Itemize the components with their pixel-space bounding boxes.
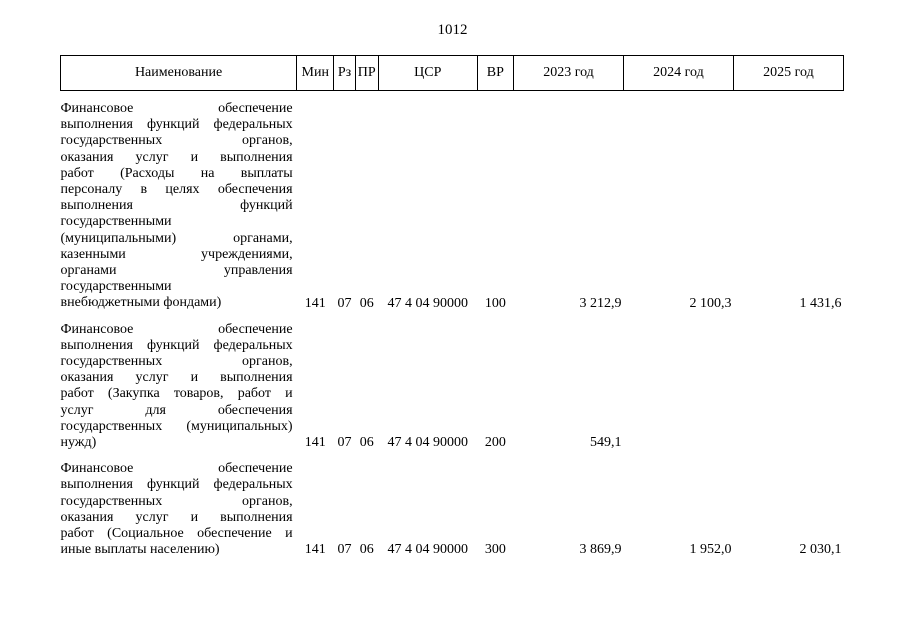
row-min: 141 <box>304 435 326 451</box>
row-name-line: Финансовое обеспечение <box>60 461 293 477</box>
row-pr: 06 <box>359 295 374 311</box>
row-name-line: работ (Социальное обеспечение и <box>60 526 293 542</box>
row-name-line: работ (Закупка товаров, работ и <box>60 386 293 402</box>
row-value-2024: 2 100,3 <box>689 295 732 311</box>
page-number: 1012 <box>437 22 468 38</box>
row-value-2024 <box>623 312 733 452</box>
header-row <box>61 56 844 91</box>
col-header-2025: 2025 год <box>733 56 843 91</box>
row-rz: 07 <box>337 435 352 451</box>
row-name-text <box>61 461 293 558</box>
row-name-line: иные выплаты населению) <box>60 542 220 558</box>
row-name-line: нужд) <box>60 435 97 451</box>
row-rz: 07 <box>337 542 352 558</box>
col-header-pr: ПР <box>355 56 378 91</box>
row-name-line: (муниципальными) органами, <box>60 230 293 246</box>
col-header-rz: Рз <box>334 56 355 91</box>
row-name-line: государственными <box>60 279 172 295</box>
table-row <box>61 312 844 452</box>
row-name-line: работ (Расходы на выплаты <box>60 165 293 181</box>
row-name-line: оказания услуг и выполнения <box>60 149 293 165</box>
row-min: 141 <box>304 542 326 558</box>
row-name-line: выполнения функций федеральных <box>60 117 293 133</box>
row-name-line: выполнения функций <box>60 198 293 214</box>
budget-table <box>60 55 844 558</box>
table-row <box>61 451 844 558</box>
row-csr: 47 4 04 90000 <box>387 435 469 451</box>
row-name-line: органами управления <box>60 263 293 279</box>
row-name-line: Финансовое обеспечение <box>60 321 293 337</box>
col-header-vr: ВР <box>477 56 513 91</box>
row-value-2023: 549,1 <box>589 435 622 451</box>
row-name-line: выполнения функций федеральных <box>60 477 293 493</box>
row-value-2023: 3 869,9 <box>579 542 622 558</box>
row-name-line: Финансовое обеспечение <box>60 101 293 116</box>
row-value-2023: 3 212,9 <box>579 295 622 311</box>
row-name-cell <box>61 91 297 312</box>
table-row <box>61 91 844 312</box>
row-name-line: оказания услуг и выполнения <box>60 509 293 525</box>
row-name-line: персоналу в целях обеспечения <box>60 182 293 198</box>
row-name-line: государственными <box>60 214 172 230</box>
row-name-line: оказания услуг и выполнения <box>60 370 293 386</box>
row-value-2025: 1 431,6 <box>799 295 842 311</box>
row-min: 141 <box>304 295 326 311</box>
row-vr: 100 <box>484 295 506 311</box>
row-pr: 06 <box>359 435 374 451</box>
row-name-text <box>61 101 293 312</box>
col-header-csr: ЦСР <box>378 56 477 91</box>
row-csr: 47 4 04 90000 <box>387 295 469 311</box>
row-value-2024: 1 952,0 <box>689 542 732 558</box>
row-name-line: государственных органов, <box>60 354 293 370</box>
row-name-line: государственных (муниципальных) <box>60 418 293 434</box>
row-name-line: государственных органов, <box>60 133 293 149</box>
row-value-2025: 2 030,1 <box>799 542 842 558</box>
col-header-name: Наименование <box>61 56 297 91</box>
row-name-line: услуг для обеспечения <box>60 402 293 418</box>
row-name-line: государственных органов, <box>60 493 293 509</box>
row-name-cell <box>61 451 297 558</box>
row-csr: 47 4 04 90000 <box>387 542 469 558</box>
col-header-min: Мин <box>297 56 334 91</box>
row-name-text <box>61 322 293 452</box>
row-value-2025 <box>733 312 843 452</box>
row-vr: 300 <box>484 542 506 558</box>
col-header-2023: 2023 год <box>514 56 624 91</box>
row-name-cell <box>61 312 297 452</box>
row-name-line: казенными учреждениями, <box>60 246 293 262</box>
col-header-2024: 2024 год <box>623 56 733 91</box>
row-name-line: выполнения функций федеральных <box>60 337 293 353</box>
row-vr: 200 <box>484 435 506 451</box>
row-rz: 07 <box>337 295 352 311</box>
row-pr: 06 <box>359 542 374 558</box>
row-name-line: внебюджетными фондами) <box>60 295 222 311</box>
